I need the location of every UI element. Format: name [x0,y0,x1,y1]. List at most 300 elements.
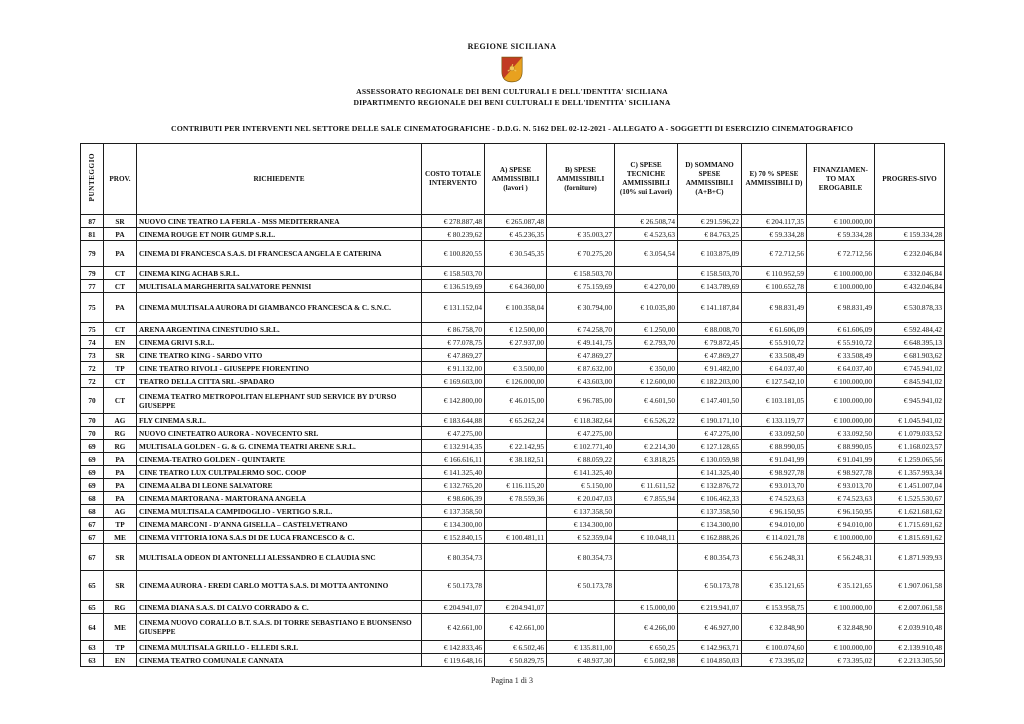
spese-b-forniture-cell: € 88.059,22 [547,453,615,466]
spese-c-tecniche-cell: € 12.600,00 [615,375,678,388]
spese-a-lavori-cell: € 265.087,48 [485,215,547,228]
costo-totale-cell: € 42.661,00 [422,614,485,641]
spese-a-lavori-cell [485,267,547,280]
spese-a-lavori-cell: € 46.015,00 [485,388,547,414]
finanziamento-max-cell: € 55.910,72 [807,336,875,349]
spese-c-tecniche-cell: € 10.048,11 [615,531,678,544]
sommano-spese-cell: € 132.876,72 [678,479,742,492]
spese-e-70-cell: € 61.606,09 [742,323,807,336]
spese-b-forniture-cell: € 158.503,70 [547,267,615,280]
spese-b-forniture-cell: € 52.359,04 [547,531,615,544]
prov-cell: AG [104,505,137,518]
costo-totale-cell: € 47.275,00 [422,427,485,440]
spese-a-lavori-cell: € 38.182,51 [485,453,547,466]
sommano-spese-cell: € 46.927,00 [678,614,742,641]
sommano-spese-cell: € 291.596,22 [678,215,742,228]
punteggio-cell: 69 [81,440,104,453]
column-header-costo-totale: COSTO TOTALE INTERVENTO [422,144,485,215]
finanziamento-max-cell: € 100.000,00 [807,215,875,228]
sommano-spese-cell: € 47.275,00 [678,427,742,440]
table-row [81,571,945,601]
sommano-spese-cell: € 127.128,65 [678,440,742,453]
spese-c-tecniche-cell: € 3.054,54 [615,241,678,267]
finanziamento-max-cell: € 73.395,02 [807,654,875,667]
costo-totale-cell: € 91.132,00 [422,362,485,375]
table-row [81,241,945,267]
costo-totale-cell: € 50.173,78 [422,571,485,601]
spese-c-tecniche-cell [615,544,678,571]
spese-b-forniture-cell: € 75.159,69 [547,280,615,293]
richiedente-cell: CINEMA TEATRO METROPOLITAN ELEPHANT SUD SERVICE BY D'URSO GIUSEPPE [137,388,422,414]
progressivo-cell: € 2.007.061,58 [875,601,945,614]
prov-cell: PA [104,453,137,466]
column-header-richiedente: RICHIEDENTE [137,144,422,215]
prov-cell: SR [104,571,137,601]
contributions-table [80,143,945,667]
sommano-spese-cell: € 137.358,50 [678,505,742,518]
sommano-spese-cell: € 141.187,84 [678,293,742,323]
spese-e-70-cell: € 94.010,00 [742,518,807,531]
progressivo-cell: € 332.046,84 [875,267,945,280]
richiedente-cell: MULTISALA GOLDEN - G. & G. CINEMA TEATRI ARENE S.R.L. [137,440,422,453]
richiedente-cell: CINEMA MARCONI - D'ANNA GISELLA – CASTELVETRANO [137,518,422,531]
spese-a-lavori-cell [485,427,547,440]
spese-a-lavori-cell: € 45.236,35 [485,228,547,241]
finanziamento-max-cell: € 59.334,28 [807,228,875,241]
finanziamento-max-cell: € 61.606,09 [807,323,875,336]
spese-c-tecniche-cell [615,349,678,362]
richiedente-cell: CINEMA MULTISALA CAMPIDOGLIO - VERTIGO S.R.L. [137,505,422,518]
spese-b-forniture-cell: € 35.003,27 [547,228,615,241]
finanziamento-max-cell: € 32.848,90 [807,614,875,641]
table-row [81,518,945,531]
spese-b-forniture-cell: € 5.150,00 [547,479,615,492]
punteggio-cell: 69 [81,466,104,479]
punteggio-cell: 67 [81,544,104,571]
finanziamento-max-cell: € 91.041,99 [807,453,875,466]
table-row [81,349,945,362]
prov-cell: EN [104,654,137,667]
finanziamento-max-cell: € 98.831,49 [807,293,875,323]
sommano-spese-cell: € 162.888,26 [678,531,742,544]
punteggio-cell: 68 [81,505,104,518]
prov-cell: PA [104,293,137,323]
richiedente-cell: CINEMA TEATRO COMUNALE CANNATA [137,654,422,667]
punteggio-cell: 70 [81,414,104,427]
spese-a-lavori-cell: € 100.481,11 [485,531,547,544]
costo-totale-cell: € 142.800,00 [422,388,485,414]
punteggio-cell: 69 [81,479,104,492]
costo-totale-cell: € 77.078,75 [422,336,485,349]
spese-e-70-cell: € 114.021,78 [742,531,807,544]
spese-e-70-cell: € 56.248,31 [742,544,807,571]
spese-c-tecniche-cell [615,571,678,601]
costo-totale-cell: € 132.765,20 [422,479,485,492]
finanziamento-max-cell: € 33.508,49 [807,349,875,362]
spese-c-tecniche-cell: € 4.601,50 [615,388,678,414]
progressivo-cell: € 232.046,84 [875,241,945,267]
richiedente-cell: CINEMA GRIVI S.R.L. [137,336,422,349]
spese-e-70-cell: € 59.334,28 [742,228,807,241]
column-header-prov: PROV. [104,144,137,215]
spese-c-tecniche-cell: € 3.818,25 [615,453,678,466]
finanziamento-max-cell: € 96.150,95 [807,505,875,518]
spese-c-tecniche-cell [615,518,678,531]
spese-a-lavori-cell: € 3.500,00 [485,362,547,375]
costo-totale-cell: € 98.606,39 [422,492,485,505]
sommano-spese-cell: € 141.325,40 [678,466,742,479]
spese-a-lavori-cell [485,505,547,518]
costo-totale-cell: € 169.603,00 [422,375,485,388]
table-row [81,228,945,241]
finanziamento-max-cell: € 88.990,05 [807,440,875,453]
progressivo-cell: € 592.484,42 [875,323,945,336]
table-row [81,280,945,293]
progressivo-cell: € 2.039.910,48 [875,614,945,641]
prov-cell: PA [104,228,137,241]
costo-totale-cell: € 132.914,35 [422,440,485,453]
costo-totale-cell: € 86.758,70 [422,323,485,336]
spese-e-70-cell: € 33.508,49 [742,349,807,362]
richiedente-cell: CINEMA DIANA S.A.S. DI CALVO CORRADO & C. [137,601,422,614]
spese-b-forniture-cell: € 134.300,00 [547,518,615,531]
spese-a-lavori-cell [485,518,547,531]
richiedente-cell: ARENA ARGENTINA CINESTUDIO S.R.L. [137,323,422,336]
prov-cell: SR [104,349,137,362]
progressivo-cell: € 1.079.033,52 [875,427,945,440]
spese-e-70-cell: € 98.927,78 [742,466,807,479]
costo-totale-cell: € 141.325,40 [422,466,485,479]
finanziamento-max-cell: € 100.000,00 [807,280,875,293]
table-row [81,267,945,280]
spese-b-forniture-cell: € 74.258,70 [547,323,615,336]
costo-totale-cell: € 80.239,62 [422,228,485,241]
table-row [81,440,945,453]
prov-cell: CT [104,267,137,280]
spese-e-70-cell: € 127.542,10 [742,375,807,388]
prov-cell: TP [104,641,137,654]
richiedente-cell: CINEMA KING ACHAB S.R.L. [137,267,422,280]
spese-a-lavori-cell: € 78.559,36 [485,492,547,505]
spese-b-forniture-cell: € 70.275,20 [547,241,615,267]
costo-totale-cell: € 183.644,88 [422,414,485,427]
punteggio-cell: 73 [81,349,104,362]
spese-b-forniture-cell: € 47.869,27 [547,349,615,362]
punteggio-cell: 69 [81,453,104,466]
column-header-punteggio [81,144,104,215]
progressivo-cell: € 159.334,28 [875,228,945,241]
finanziamento-max-cell: € 35.121,65 [807,571,875,601]
sommano-spese-cell: € 158.503,70 [678,267,742,280]
spese-c-tecniche-cell: € 2.214,30 [615,440,678,453]
richiedente-cell: NUOVO CINE TEATRO LA FERLA - MSS MEDITERRANEA [137,215,422,228]
progressivo-cell: € 2.139.910,48 [875,641,945,654]
spese-c-tecniche-cell: € 350,00 [615,362,678,375]
sommano-spese-cell: € 80.354,73 [678,544,742,571]
table-row [81,466,945,479]
richiedente-cell: CINEMA ALBA DI LEONE SALVATORE [137,479,422,492]
richiedente-cell: CINEMA-TEATRO GOLDEN - QUINTARTE [137,453,422,466]
prov-cell: PA [104,479,137,492]
org-line-2: DIPARTIMENTO REGIONALE DEI BENI CULTURALI E DELL'IDENTITA' SICILIANA [353,97,671,107]
sommano-spese-cell: € 182.203,00 [678,375,742,388]
table-row [81,388,945,414]
spese-e-70-cell: € 74.523,63 [742,492,807,505]
spese-c-tecniche-cell: € 26.508,74 [615,215,678,228]
costo-totale-cell: € 142.833,46 [422,641,485,654]
spese-b-forniture-cell: € 20.047,03 [547,492,615,505]
spese-b-forniture-cell: € 96.785,00 [547,388,615,414]
sommano-spese-cell: € 134.300,00 [678,518,742,531]
punteggio-cell: 63 [81,654,104,667]
spese-c-tecniche-cell: € 10.035,80 [615,293,678,323]
finanziamento-max-cell: € 100.000,00 [807,601,875,614]
costo-totale-cell: € 152.840,15 [422,531,485,544]
table-row [81,641,945,654]
sommano-spese-cell: € 47.869,27 [678,349,742,362]
spese-a-lavori-cell: € 116.115,20 [485,479,547,492]
spese-c-tecniche-cell: € 15.000,00 [615,601,678,614]
costo-totale-cell: € 47.869,27 [422,349,485,362]
sommano-spese-cell: € 130.059,98 [678,453,742,466]
progressivo-cell: € 1.715.691,62 [875,518,945,531]
prov-cell: CT [104,388,137,414]
richiedente-cell: TEATRO DELLA CITTA SRL -SPADARO [137,375,422,388]
prov-cell: PA [104,492,137,505]
richiedente-cell: CINEMA ROUGE ET NOIR GUMP S.R.L. [137,228,422,241]
sommano-spese-cell: € 91.482,00 [678,362,742,375]
spese-a-lavori-cell: € 64.360,00 [485,280,547,293]
spese-a-lavori-cell: € 100.358,04 [485,293,547,323]
column-header-finanziamento-max: FINANZIAMEN-TO MAX EROGABILE [807,144,875,215]
finanziamento-max-cell: € 100.000,00 [807,267,875,280]
spese-a-lavori-cell: € 42.661,00 [485,614,547,641]
progressivo-cell: € 1.045.941,02 [875,414,945,427]
spese-e-70-cell: € 55.910,72 [742,336,807,349]
progressivo-cell: € 1.871.939,93 [875,544,945,571]
prov-cell: SR [104,544,137,571]
prov-cell: TP [104,518,137,531]
spese-c-tecniche-cell: € 6.526,22 [615,414,678,427]
spese-a-lavori-cell [485,571,547,601]
richiedente-cell: CINEMA NUOVO CORALLO B.T. S.A.S. DI TORRE SEBASTIANO E BUONSENSO GIUSEPPE [137,614,422,641]
table-row [81,614,945,641]
richiedente-cell: MULTISALA MARGHERITA SALVATORE PENNISI [137,280,422,293]
progressivo-cell: € 1.621.681,62 [875,505,945,518]
region-title: REGIONE SICILIANA [467,42,557,51]
progressivo-cell: € 1.168.023,57 [875,440,945,453]
sommano-spese-cell: € 50.173,78 [678,571,742,601]
spese-a-lavori-cell: € 65.262,24 [485,414,547,427]
spese-c-tecniche-cell: € 7.855,94 [615,492,678,505]
finanziamento-max-cell: € 94.010,00 [807,518,875,531]
spese-e-70-cell: € 133.119,77 [742,414,807,427]
costo-totale-cell: € 134.300,00 [422,518,485,531]
document-title: CONTRIBUTI PER INTERVENTI NEL SETTORE DELLE SALE CINEMATOGRAFICHE - D.D.G. N. 5162 DEL 02-12-2021 - ALLEGATO A - SOGGETTI DI ESERCIZIO CINEMATOGRAFICO [171,124,853,133]
table-row [81,215,945,228]
spese-b-forniture-cell: € 141.325,40 [547,466,615,479]
spese-a-lavori-cell: € 6.502,46 [485,641,547,654]
spese-e-70-cell: € 35.121,65 [742,571,807,601]
progressivo-cell: € 845.941,02 [875,375,945,388]
sommano-spese-cell: € 147.401,50 [678,388,742,414]
spese-e-70-cell: € 100.652,78 [742,280,807,293]
table-row [81,544,945,571]
prov-cell: ME [104,614,137,641]
spese-e-70-cell: € 72.712,56 [742,241,807,267]
punteggio-cell: 67 [81,518,104,531]
spese-b-forniture-cell: € 50.173,78 [547,571,615,601]
prov-cell: PA [104,241,137,267]
punteggio-cell: 64 [81,614,104,641]
prov-cell: ME [104,531,137,544]
sommano-spese-cell: € 79.872,45 [678,336,742,349]
punteggio-cell: 72 [81,362,104,375]
spese-a-lavori-cell: € 126.000,00 [485,375,547,388]
costo-totale-cell: € 100.820,55 [422,241,485,267]
finanziamento-max-cell: € 100.000,00 [807,531,875,544]
table-row [81,531,945,544]
punteggio-cell: 70 [81,427,104,440]
richiedente-cell: CINE TEATRO LUX CULTPALERMO SOC. COOP [137,466,422,479]
punteggio-cell: 65 [81,571,104,601]
progressivo-cell: € 530.878,33 [875,293,945,323]
costo-totale-cell: € 119.648,16 [422,654,485,667]
richiedente-cell: CINEMA AURORA - EREDI CARLO MOTTA S.A.S. DI MOTTA ANTONINO [137,571,422,601]
progressivo-cell: € 2.213.305,50 [875,654,945,667]
spese-c-tecniche-cell: € 5.082,98 [615,654,678,667]
progressivo-cell: € 1.525.530,67 [875,492,945,505]
spese-b-forniture-cell: € 30.794,00 [547,293,615,323]
progressivo-cell: € 648.395,13 [875,336,945,349]
spese-a-lavori-cell: € 12.500,00 [485,323,547,336]
progressivo-cell: € 745.941,02 [875,362,945,375]
spese-c-tecniche-cell: € 11.611,52 [615,479,678,492]
spese-b-forniture-cell: € 137.358,50 [547,505,615,518]
spese-a-lavori-cell: € 27.937,00 [485,336,547,349]
finanziamento-max-cell: € 64.037,40 [807,362,875,375]
richiedente-cell: CINEMA MULTISALA GRILLO - ELLEDI S.R.L [137,641,422,654]
punteggio-cell: 77 [81,280,104,293]
progressivo-cell: € 945.941,02 [875,388,945,414]
sommano-spese-cell: € 143.789,69 [678,280,742,293]
costo-totale-cell: € 137.358,50 [422,505,485,518]
spese-e-70-cell: € 93.013,70 [742,479,807,492]
spese-c-tecniche-cell [615,427,678,440]
spese-a-lavori-cell: € 22.142,95 [485,440,547,453]
punteggio-cell: 65 [81,601,104,614]
costo-totale-cell: € 131.152,04 [422,293,485,323]
costo-totale-cell: € 158.503,70 [422,267,485,280]
richiedente-cell: MULTISALA ODEON DI ANTONELLI ALESSANDRO E CLAUDIA SNC [137,544,422,571]
spese-b-forniture-cell: € 48.937,30 [547,654,615,667]
prov-cell: TP [104,362,137,375]
punteggio-cell: 68 [81,492,104,505]
spese-a-lavori-cell [485,466,547,479]
table-row [81,505,945,518]
prov-cell: CT [104,323,137,336]
table-row [81,453,945,466]
prov-cell: RG [104,427,137,440]
prov-cell: EN [104,336,137,349]
spese-c-tecniche-cell: € 1.250,00 [615,323,678,336]
spese-c-tecniche-cell: € 4.270,00 [615,280,678,293]
richiedente-cell: FLY CINEMA S.R.L. [137,414,422,427]
richiedente-cell: CINE TEATRO RIVOLI - GIUSEPPE FIORENTINO [137,362,422,375]
table-row [81,479,945,492]
spese-b-forniture-cell: € 49.141,75 [547,336,615,349]
prov-cell: AG [104,414,137,427]
table-row [81,492,945,505]
finanziamento-max-cell: € 74.523,63 [807,492,875,505]
spese-a-lavori-cell [485,349,547,362]
punteggio-cell: 70 [81,388,104,414]
column-header-sommano-spese: D) SOMMANO SPESE AMMISSIBILI (A+B+C) [678,144,742,215]
finanziamento-max-cell: € 100.000,00 [807,414,875,427]
sommano-spese-cell: € 190.171,10 [678,414,742,427]
richiedente-cell: CINEMA VITTORIA IONA S.A.S DI DE LUCA FRANCESCO & C. [137,531,422,544]
progressivo-cell: € 432.046,84 [875,280,945,293]
costo-totale-cell: € 278.887,48 [422,215,485,228]
richiedente-cell: CINEMA MULTISALA AURORA DI GIAMBANCO FRANCESCA & C. S.N.C. [137,293,422,323]
costo-totale-cell: € 136.519,69 [422,280,485,293]
punteggio-cell: 79 [81,241,104,267]
progressivo-cell: € 1.451.007,04 [875,479,945,492]
spese-c-tecniche-cell [615,466,678,479]
sommano-spese-cell: € 106.462,33 [678,492,742,505]
sommano-spese-cell: € 142.963,71 [678,641,742,654]
spese-e-70-cell: € 98.831,49 [742,293,807,323]
column-header-spese-a-lavori: A) SPESE AMMISSIBILI (lavori ) [485,144,547,215]
page-number: Pagina 1 di 3 [491,676,533,685]
table-row [81,601,945,614]
spese-a-lavori-cell: € 204.941,07 [485,601,547,614]
punteggio-cell: 75 [81,323,104,336]
spese-e-70-cell: € 100.074,60 [742,641,807,654]
spese-e-70-cell: € 64.037,40 [742,362,807,375]
progressivo-cell: € 1.357.993,34 [875,466,945,479]
punteggio-cell: 63 [81,641,104,654]
table-row [81,336,945,349]
spese-c-tecniche-cell: € 650,25 [615,641,678,654]
punteggio-cell: 72 [81,375,104,388]
spese-b-forniture-cell: € 43.603,00 [547,375,615,388]
sommano-spese-cell: € 219.941,07 [678,601,742,614]
table-row [81,362,945,375]
spese-e-70-cell: € 91.041,99 [742,453,807,466]
prov-cell: PA [104,466,137,479]
regione-siciliana-logo [501,56,523,83]
spese-b-forniture-cell: € 47.275,00 [547,427,615,440]
spese-b-forniture-cell: € 102.771,40 [547,440,615,453]
prov-cell: SR [104,215,137,228]
org-line-1: ASSESSORATO REGIONALE DEI BENI CULTURALI E DELL'IDENTITA' SICILIANA [356,87,668,96]
table-row [81,323,945,336]
spese-c-tecniche-cell: € 4.266,00 [615,614,678,641]
spese-b-forniture-cell [547,601,615,614]
punteggio-cell: 79 [81,267,104,280]
richiedente-cell: CINE TEATRO KING - SARDO VITO [137,349,422,362]
column-header-spese-c-tecniche: C) SPESE TECNICHE AMMISSIBILI (10% sui Lavori) [615,144,678,215]
richiedente-cell: CINEMA MARTORANA - MARTORANA ANGELA [137,492,422,505]
spese-e-70-cell: € 32.848,90 [742,614,807,641]
finanziamento-max-cell: € 72.712,56 [807,241,875,267]
richiedente-cell: NUOVO CINETEATRO AURORA - NOVECENTO SRL [137,427,422,440]
spese-b-forniture-cell: € 118.382,64 [547,414,615,427]
document-header [0,42,1024,133]
spese-e-70-cell: € 73.395,02 [742,654,807,667]
prov-cell: RG [104,601,137,614]
